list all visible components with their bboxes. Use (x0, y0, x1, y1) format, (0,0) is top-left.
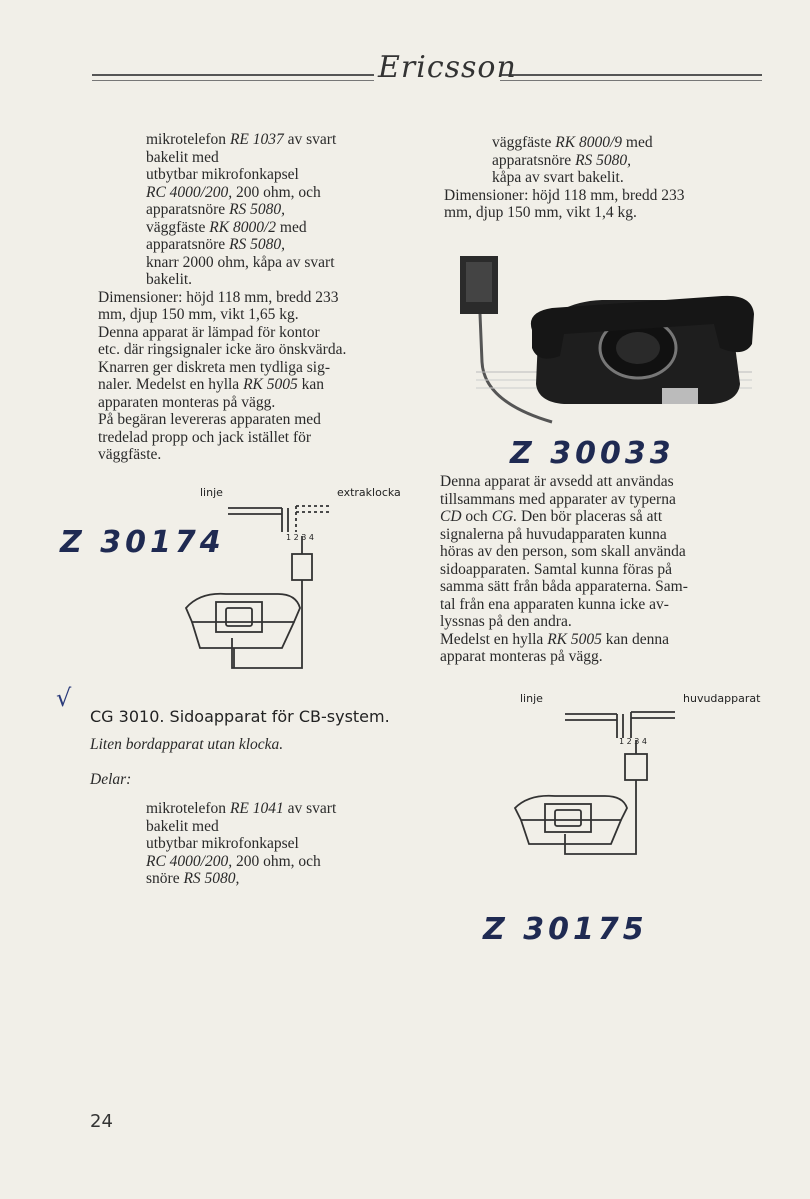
text-span: bakelit med (146, 817, 219, 835)
diagram-label-linje: linje (520, 692, 543, 705)
text-line (146, 853, 436, 871)
text-line (98, 219, 428, 237)
italic-reference: RE 1041 (229, 800, 284, 817)
text-line (146, 800, 436, 818)
text-span: Denna apparat är lämpad för kontor (98, 323, 320, 341)
text-line (98, 254, 428, 272)
text-span: väggfäste (492, 134, 556, 151)
text-line (98, 376, 428, 394)
text-span: På begäran levereras apparaten med (98, 411, 321, 428)
text-span: signalerna på huvudapparaten kunna (440, 525, 667, 543)
text-line (440, 543, 780, 561)
left-handwritten-catalog-number: Z 30174 (60, 525, 225, 560)
text-line (440, 561, 780, 579)
text-span: snöre (146, 870, 184, 887)
ericsson-logo: Ericsson (378, 50, 517, 85)
text-span: väggfäste. (98, 446, 162, 463)
text-span: kan denna (601, 630, 670, 648)
text-line (98, 184, 428, 202)
text-span: apparat monteras på vägg. (440, 648, 603, 665)
text-span: utbytbar mikrofonkapsel (146, 835, 299, 852)
text-span: Dimensioner: höjd 118 mm, bredd 233 (98, 288, 339, 306)
text-span: apparatsnöre (146, 201, 230, 218)
italic-reference: RE 1037 (229, 131, 284, 148)
text-span: lyssnas på den andra. (440, 613, 572, 630)
text-line (440, 631, 780, 649)
text-span: etc. där ringsignaler icke äro önskvärda. (98, 341, 347, 358)
text-span: mikrotelefon (146, 800, 230, 817)
text-line (440, 508, 780, 526)
text-span: tal från ena apparaten kunna icke av- (440, 595, 669, 613)
text-line (98, 149, 428, 167)
text-span: mm, djup 150 mm, vikt 1,4 kg. (444, 204, 637, 221)
italic-reference: RC 4000/200, (146, 183, 233, 201)
telephone-wiring-icon (505, 704, 695, 869)
text-span: sidoapparaten. Samtal kunna föras på (440, 560, 672, 578)
header-rule-right-2 (500, 80, 762, 81)
italic-reference: RK 8000/2 (209, 218, 277, 236)
text-line (98, 411, 428, 429)
italic-reference: RK 8000/9 (555, 134, 623, 151)
text-line (98, 131, 428, 149)
left-bottom-text (146, 800, 436, 888)
text-span: apparatsnöre (492, 151, 576, 169)
text-span: tillsammans med apparater av typerna (440, 490, 676, 508)
text-line (146, 870, 436, 888)
text-line (98, 446, 428, 464)
diagram-label-huvudapparat: huvudapparat (683, 692, 761, 705)
text-span: Dimensioner: höjd 118 mm, bredd 233 (444, 186, 685, 204)
text-line (440, 596, 780, 614)
text-span: kåpa av svart bakelit. (492, 169, 624, 186)
text-span: samma sätt från båda apparaterna. Sam- (440, 578, 688, 595)
text-line (444, 204, 774, 222)
header-rule-left-2 (92, 80, 374, 81)
text-span: Medelst en hylla (440, 630, 548, 648)
header-rule-left (92, 74, 374, 76)
delar-label: Delar: (90, 771, 132, 788)
header-rule-right (500, 74, 762, 76)
text-span: bakelit. (146, 271, 193, 288)
text-line (98, 429, 428, 447)
diagram-label-extraklocka: extraklocka (337, 486, 401, 499)
text-line (98, 324, 428, 342)
text-span: knarr 2000 ohm, kåpa av svart (146, 253, 335, 271)
text-line (440, 473, 780, 491)
right-handwritten-catalog-number: Z 30033 (510, 436, 675, 471)
text-line (440, 648, 780, 666)
text-span: mm, djup 150 mm, vikt 1,65 kg. (98, 306, 299, 323)
text-span: av svart (283, 800, 337, 817)
italic-reference: RS 5080, (229, 201, 286, 218)
text-span: tredelad propp och jack istället för (98, 428, 312, 446)
text-span: mikrotelefon (146, 131, 230, 148)
page-number: 24 (90, 1111, 113, 1132)
text-line (98, 201, 428, 219)
section-heading: CG 3010. Sidoapparat för CB-system. (90, 707, 390, 726)
italic-reference: RS 5080, (183, 870, 240, 887)
text-line (440, 491, 780, 509)
diagram-terminals: 1 2 3 4 (286, 533, 314, 542)
text-span: Den bör placeras så att (517, 508, 663, 525)
text-line (440, 578, 780, 596)
text-line (444, 169, 774, 187)
text-line (146, 835, 436, 853)
text-span: höras av den person, som skall använda (440, 543, 686, 560)
italic-reference: CD (440, 508, 462, 525)
italic-reference: RK 5005 (243, 376, 298, 393)
text-line (98, 394, 428, 412)
right-top-text (444, 134, 774, 222)
text-span: bakelit med (146, 148, 219, 166)
check-mark-icon: √ (56, 684, 72, 712)
text-span: av svart (283, 131, 337, 148)
text-line (146, 818, 436, 836)
italic-reference: RS 5080, (575, 151, 632, 169)
text-line (98, 166, 428, 184)
text-line (440, 526, 780, 544)
text-span: 200 ohm, och (232, 852, 321, 870)
text-line (444, 187, 774, 205)
text-span: med (276, 218, 307, 236)
italic-reference: RS 5080, (229, 236, 286, 253)
text-span: Knarren ger diskreta men tydliga sig- (98, 358, 330, 376)
text-span: utbytbar mikrofonkapsel (146, 166, 299, 183)
text-span: kan (297, 376, 325, 393)
text-span: naler. Medelst en hylla (98, 376, 244, 393)
text-span: väggfäste (146, 218, 210, 236)
italic-reference: CG. (491, 508, 518, 525)
left-top-text (98, 131, 428, 464)
text-line (440, 613, 780, 631)
text-span: apparaten monteras på vägg. (98, 393, 276, 411)
diagram-label-linje: linje (200, 486, 223, 499)
text-line (98, 359, 428, 377)
text-line (98, 289, 428, 307)
italic-reference: RC 4000/200, (146, 852, 233, 870)
diagram-terminals: 1 2 3 4 (619, 737, 647, 746)
text-span: apparatsnöre (146, 236, 230, 253)
text-span: Denna apparat är avsedd att användas (440, 473, 674, 490)
telephone-photo-icon (452, 252, 762, 432)
right-middle-text (440, 473, 780, 666)
text-span: 200 ohm, och (232, 183, 321, 201)
text-line (98, 306, 428, 324)
text-line (98, 236, 428, 254)
text-line (98, 271, 428, 289)
right-diagram-handwritten-number: Z 30175 (483, 912, 648, 947)
text-span: och (461, 508, 492, 525)
section-subtitle: Liten bordapparat utan klocka. (90, 736, 284, 753)
text-line (444, 134, 774, 152)
text-line (444, 152, 774, 170)
italic-reference: RK 5005 (547, 630, 602, 648)
text-span: med (622, 134, 653, 151)
text-line (98, 341, 428, 359)
